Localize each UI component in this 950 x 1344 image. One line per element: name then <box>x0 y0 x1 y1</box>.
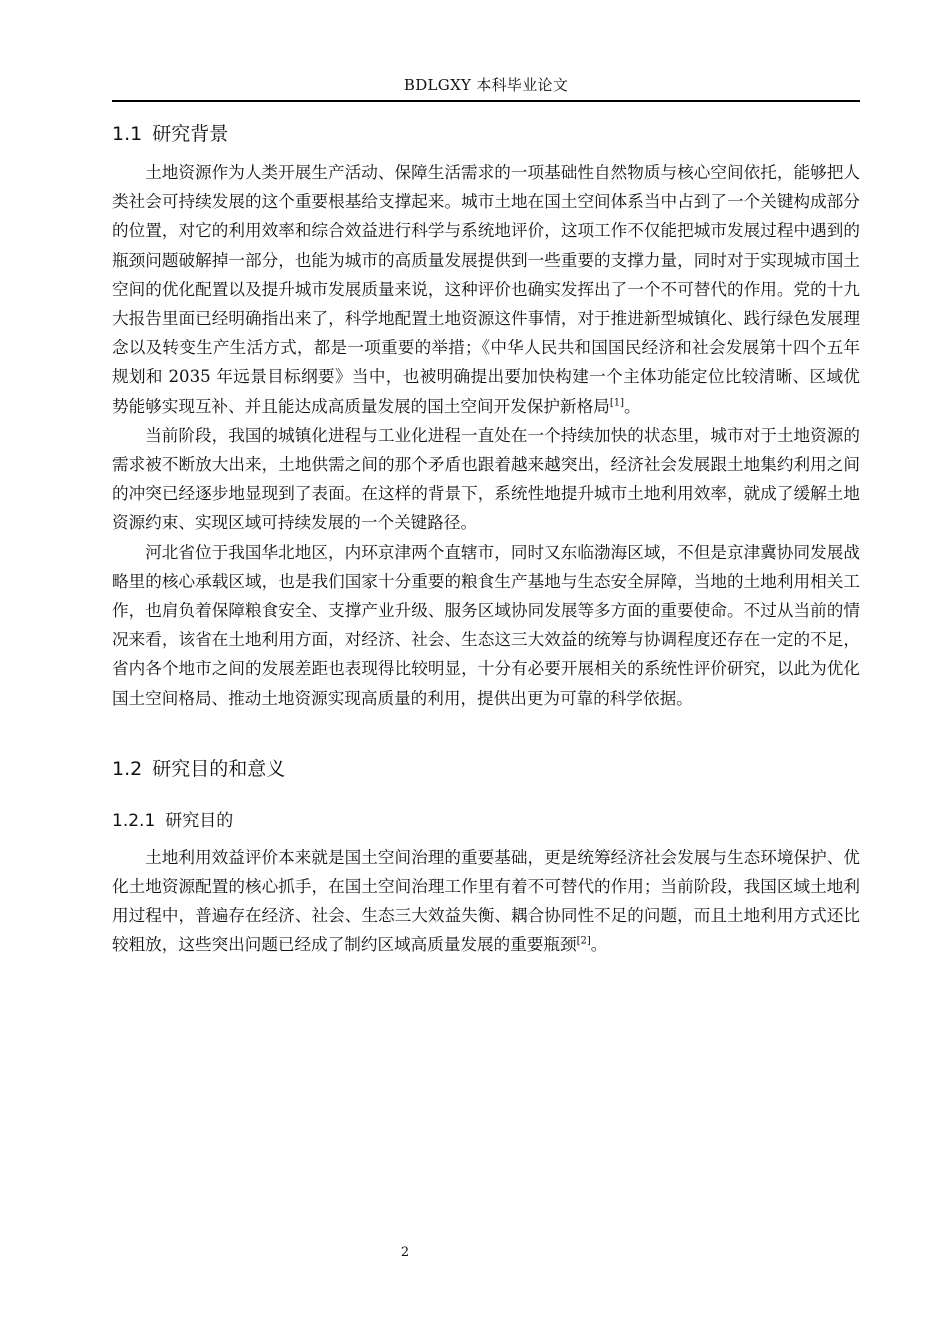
header-rule <box>112 100 860 102</box>
paragraph-text: 河北省位于我国华北地区，内环京津两个直辖市，同时又东临渤海区域，不但是京津冀协同发展战略里的核心承载区域，也是我们国家十分重要的粮食生产基地与生态安全屏障，当地的土地利用相关工作，也肩负着保障粮食安全、支撑产业升级、服务区域协同发展等多方面的重要使命。不过从当前的情况来看，该省在土地利用方面，对经济、社会、生态这三大效益的统筹与协调程度还存在一定的不足，省内各个地市之间的发展差距也表现得比较明显，十分有必要开展相关的系统性评价研究，以此为优化国土空间格局、推动土地资源实现高质量的利用，提供出更为可靠的科学依据。 <box>112 542 860 708</box>
body-paragraph <box>112 158 860 421</box>
page-content <box>112 112 860 960</box>
paragraph-text: 土地资源作为人类开展生产活动、保障生活需求的一项基础性自然物质与核心空间依托，能够把人类社会可持续发展的这个重要根基给支撑起来。城市土地在国土空间体系当中占到了一个关键构成部分的位置，对它的利用效率和综合效益进行科学与系统地评价，这项工作不仅能把城市发展过程中遇到的瓶颈问题破解掉一部分，也能为城市的高质量发展提供到一些重要的支撑力量，同时对于实现城市国土空间的优化配置以及提升城市发展质量来说，这种评价也确实发挥出了一个不可替代的作用。党的十九大报告里面已经明确指出来了，科学地配置土地资源这件事情，对于推进新型城镇化、践行绿色发展理念以及转变生产生活方式，都是一项重要的举措；《中华人民共和国国民经济和社会发展第十四个五年规划和 2035 年远景目标纲要》当中，也被明确提出要加快构建一个主体功能定位比较清晰、区域优势能够实现互补、并且能达成高质量发展的国土空间开发保护新格局 <box>112 163 860 416</box>
citation-marker[interactable]: [1] <box>609 397 624 409</box>
citation-marker[interactable]: [2] <box>576 935 591 947</box>
section-number: 1.2 <box>112 757 143 780</box>
page-number: 2 <box>400 1245 410 1260</box>
subsection-heading-1-2-1 <box>112 805 860 837</box>
subsection-number: 1.2.1 <box>112 810 156 831</box>
paragraph-text: 土地利用效益评价本来就是国土空间治理的重要基础，更是统筹经济社会发展与生态环境保护、优化土地资源配置的核心抓手，在国土空间治理工作里有着不可替代的作用；当前阶段，我国区域土地利用过程中，普遍存在经济、社会、生态三大效益失衡、耦合协同性不足的问题，而且土地利用方式还比较粗放，这些突出问题已经成了制约区域高质量发展的重要瓶颈 <box>112 847 860 955</box>
paragraph-end: 。 <box>590 935 608 955</box>
body-paragraph <box>112 538 860 713</box>
section-number: 1.1 <box>112 123 143 145</box>
section-heading-1-2 <box>112 751 860 787</box>
section-heading-1-1 <box>112 116 860 152</box>
section-title: 研究目的和意义 <box>152 757 286 780</box>
paragraph-end: 。 <box>623 396 641 416</box>
paragraph-text: 当前阶段，我国的城镇化进程与工业化进程一直处在一个持续加快的状态里，城市对于土地资源的需求被不断放大出来，土地供需之间的那个矛盾也跟着越来越突出，经济社会发展跟土地集约利用之间的冲突已经逐步地显现到了表面。在这样的背景下，系统性地提升城市土地利用效率，就成了缓解土地资源约束、实现区域可持续发展的一个关键路径。 <box>112 425 860 533</box>
body-paragraph <box>112 421 860 538</box>
body-paragraph <box>112 843 860 960</box>
section-title: 研究背景 <box>152 123 229 145</box>
running-header: BDLGXY 本科毕业论文 <box>403 76 569 94</box>
subsection-title: 研究目的 <box>165 810 234 831</box>
